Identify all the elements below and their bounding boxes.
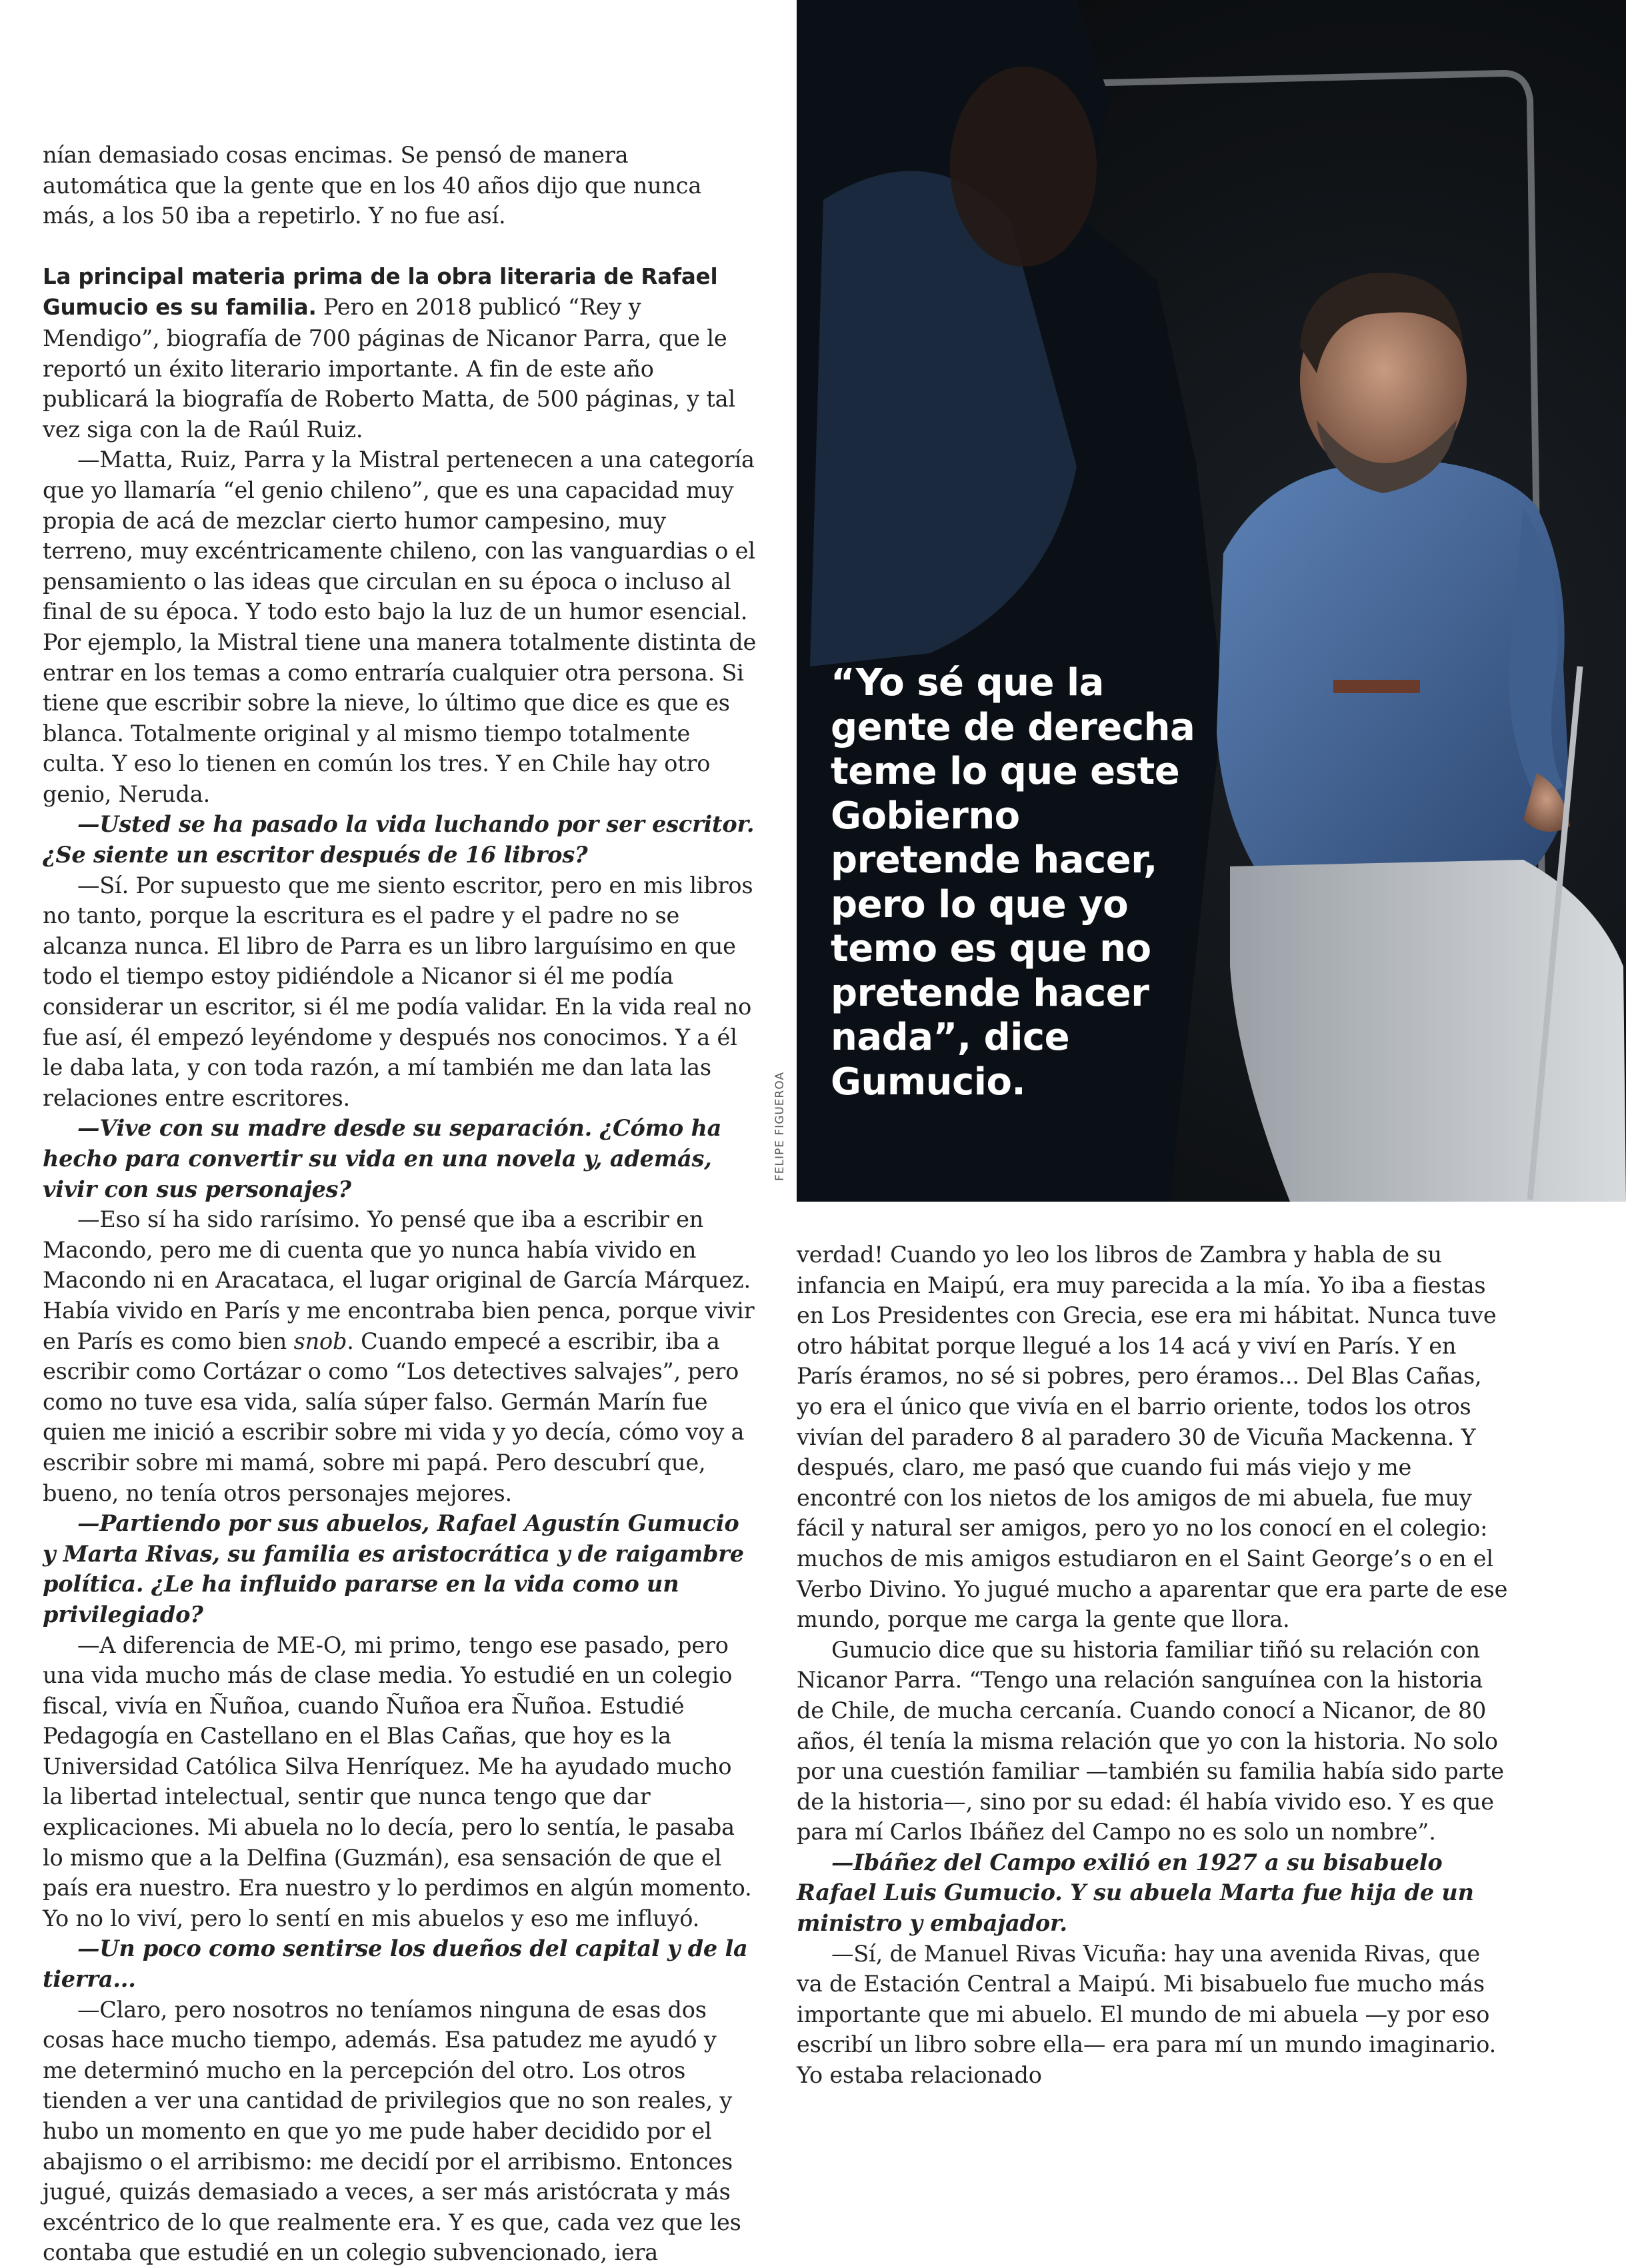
article-column-left: [43, 140, 757, 2268]
italic-word: snob: [293, 1328, 347, 1354]
interview-question: —Vive con su madre desde su separación. ¿Cómo ha hecho para convertir su vida en una novela y, además, vivir con sus personajes?: [43, 1115, 722, 1202]
answer-paragraph: Gumucio dice que su historia familiar tiñó su relación con Nicanor Parra. “Tengo una relación sanguínea con la historia de Chile, de mucha cercanía. Cuando conocí a Nicanor, de 80 años, él tenía la misma relación que yo con la historia. No solo por una cuestión familiar —también su familia había sido parte de la historia—, sino por su edad: él había vivido eso. Y es que para mí Carlos Ibáñez del Campo no es solo un nombre”.: [797, 1636, 1504, 1845]
answer-paragraph: [43, 1204, 757, 1508]
pull-quote: “Yo sé que la gente de derecha teme lo que este Gobierno pretende hacer, pero lo que yo temo es que no pretende hacer nada”, dice Gumucio.: [831, 661, 1195, 1104]
answer-text: . Cuando empecé a escribir, iba a escribir como Cortázar o como “Los detectives salvajes”, pero como no tuve esa vida, salía súper falso. Germán Marín fue quien me inició a escribir sobre mi vida y yo decía, cómo voy a escribir sobre mi mamá, sobre mi papá. Pero descubrí que, bueno, no tenía otros personajes mejores.: [43, 1328, 745, 1506]
interview-question: —Un poco como sentirse los dueños del capital y de la tierra...: [43, 1935, 748, 1993]
paragraph-lead: [43, 261, 757, 445]
answer-text: —Eso sí ha sido rarísimo. Yo pensé que iba a escribir en Macondo, pero me di cuenta que yo nunca había vivido en Macondo ni en Aracataca, el lugar original de García Márquez. Había vivido en París y me encontraba bien penca, porque vivir en París es como bien: [43, 1206, 755, 1354]
paragraph: verdad! Cuando yo leo los libros de Zambra y habla de su infancia en Maipú, era muy parecida a la mía. Yo iba a fiestas en Los Presidentes con Grecia, ese era mi hábitat. Nunca tuve otro hábitat porque llegué a los 14 acá y viví en París. Y en París éramos, no sé si pobres, pero éramos... Del Blas Cañas, yo era el único que vivía en el barrio oriente, todos los otros vivían del paradero 8 al paradero 30 de Vicuña Mackenna. Y después, claro, me pasó que cuando fui más viejo y me encontré con los nietos de los amigos de mi abuela, fue muy fácil y natural ser amigos, pero yo no los conocí en el colegio: muchos de mis amigos estudiaron en el Saint George’s o en el Verbo Divino. Yo jugué mucho a aparentar que era parte de ese mundo, porque me carga la gente que llora.: [797, 1242, 1508, 1633]
interview-question: —Usted se ha pasado la vida luchando por ser escritor. ¿Se siente un escritor después de 16 libros?: [43, 811, 755, 868]
photo-credit: FELIPE FIGUEROA: [773, 1071, 787, 1181]
answer-paragraph: —A diferencia de ME-O, mi primo, tengo ese pasado, pero una vida mucho más de clase media. Yo estudié en un colegio fiscal, vivía en Ñuñoa, cuando Ñuñoa era Ñuñoa. Estudié Pedagogía en Castellano en el Blas Cañas, que hoy es la Universidad Católica Silva Henríquez. Me ha ayudado mucho la libertad intelectual, sentir que nunca tengo que dar explicaciones. Mi abuela no lo decía, pero lo sentía, le pasaba lo mismo que a la Delfina (Guzmán), esa sensación de que el país era nuestro. Era nuestro y lo perdimos en algún momento. Yo no lo viví, pero lo sentí en mis abuelos y eso me influyó.: [43, 1632, 752, 1931]
interview-question: —Partiendo por sus abuelos, Rafael Agustín Gumucio y Marta Rivas, su familia es aristocrática y de raigambre política. ¿Le ha influido pararse en la vida como un privilegiado?: [43, 1510, 744, 1628]
lead-body: Pero en 2018 publicó “Rey y Mendigo”, biografía de 700 páginas de Nicanor Parra, que le reportó un éxito literario importante. A fin de este año publicará la biografía de Roberto Matta, de 500 páginas, y tal vez siga con la de Raúl Ruiz.: [43, 294, 735, 443]
paragraph: nían demasiado cosas encimas. Se pensó de manera automática que la gente que en los 40 años dijo que nunca más, a los 50 iba a repetirlo. Y no fue así.: [43, 142, 702, 229]
answer-paragraph: —Sí, de Manuel Rivas Vicuña: hay una avenida Rivas, que va de Estación Central a Maipú. Mi bisabuelo fue mucho más importante que mi abuelo. El mundo de mi abuela —y por eso escribí un libro sobre ella— era para mí un mundo imaginario. Yo estaba relacionado: [797, 1940, 1497, 2089]
answer-paragraph: —Matta, Ruiz, Parra y la Mistral pertenecen a una categoría que yo llamaría “el genio chileno”, que es una capacidad muy propia de acá de mezclar cierto humor campesino, muy terreno, muy excéntricamente chileno, con las vanguardias o el pensamiento o las ideas que circulan en su época o incluso al final de su época. Y todo esto bajo la luz de un humor esencial. Por ejemplo, la Mistral tiene una manera totalmente distinta de entrar en los temas a como entraría cualquier otra persona. Si tiene que escribir sobre la nieve, lo último que dice es que es blanca. Totalmente original y al mismo tiempo totalmente culta. Y eso lo tienen en común los tres. Y en Chile hay otro genio, Neruda.: [43, 447, 757, 807]
article-column-right: [797, 1240, 1510, 2091]
lead-in: La principal materia prima de la obra literaria de Rafael Gumucio es su familia.: [43, 263, 718, 321]
interview-question: —Ibáñez del Campo exilió en 1927 a su bisabuelo Rafael Luis Gumucio. Y su abuela Marta fue hija de un ministro y embajador.: [797, 1849, 1474, 1937]
answer-paragraph: —Sí. Por supuesto que me siento escritor, pero en mis libros no tanto, porque la escritura es el padre y el padre no se alcanza nunca. El libro de Parra es un libro larguísimo en que todo el tiempo estoy pidiéndole a Nicanor si él me podía considerar un escritor, si él me podía validar. En la vida real no fue así, él empezó leyéndome y después nos conocimos. Y a él le daba lata, y con toda razón, a mí también me dan lata las relaciones entre escritores.: [43, 872, 753, 1111]
answer-paragraph: —Claro, pero nosotros no teníamos ninguna de esas dos cosas hace mucho tiempo, además. Esa patudez me ayudó y me determinó mucho en la percepción del otro. Los otros tienden a ver una cantidad de privilegios que no son reales, y hubo un momento en que yo me pude haber decidido por el abajismo o el arribismo: me decidí por el arribismo. Entonces jugué, quizás demasiado a veces, a ser más aristócrata y más excéntrico de lo que realmente era. Y es que, cada vez que les contaba que estudié en un colegio subvencionado, iera: [43, 1996, 741, 2266]
